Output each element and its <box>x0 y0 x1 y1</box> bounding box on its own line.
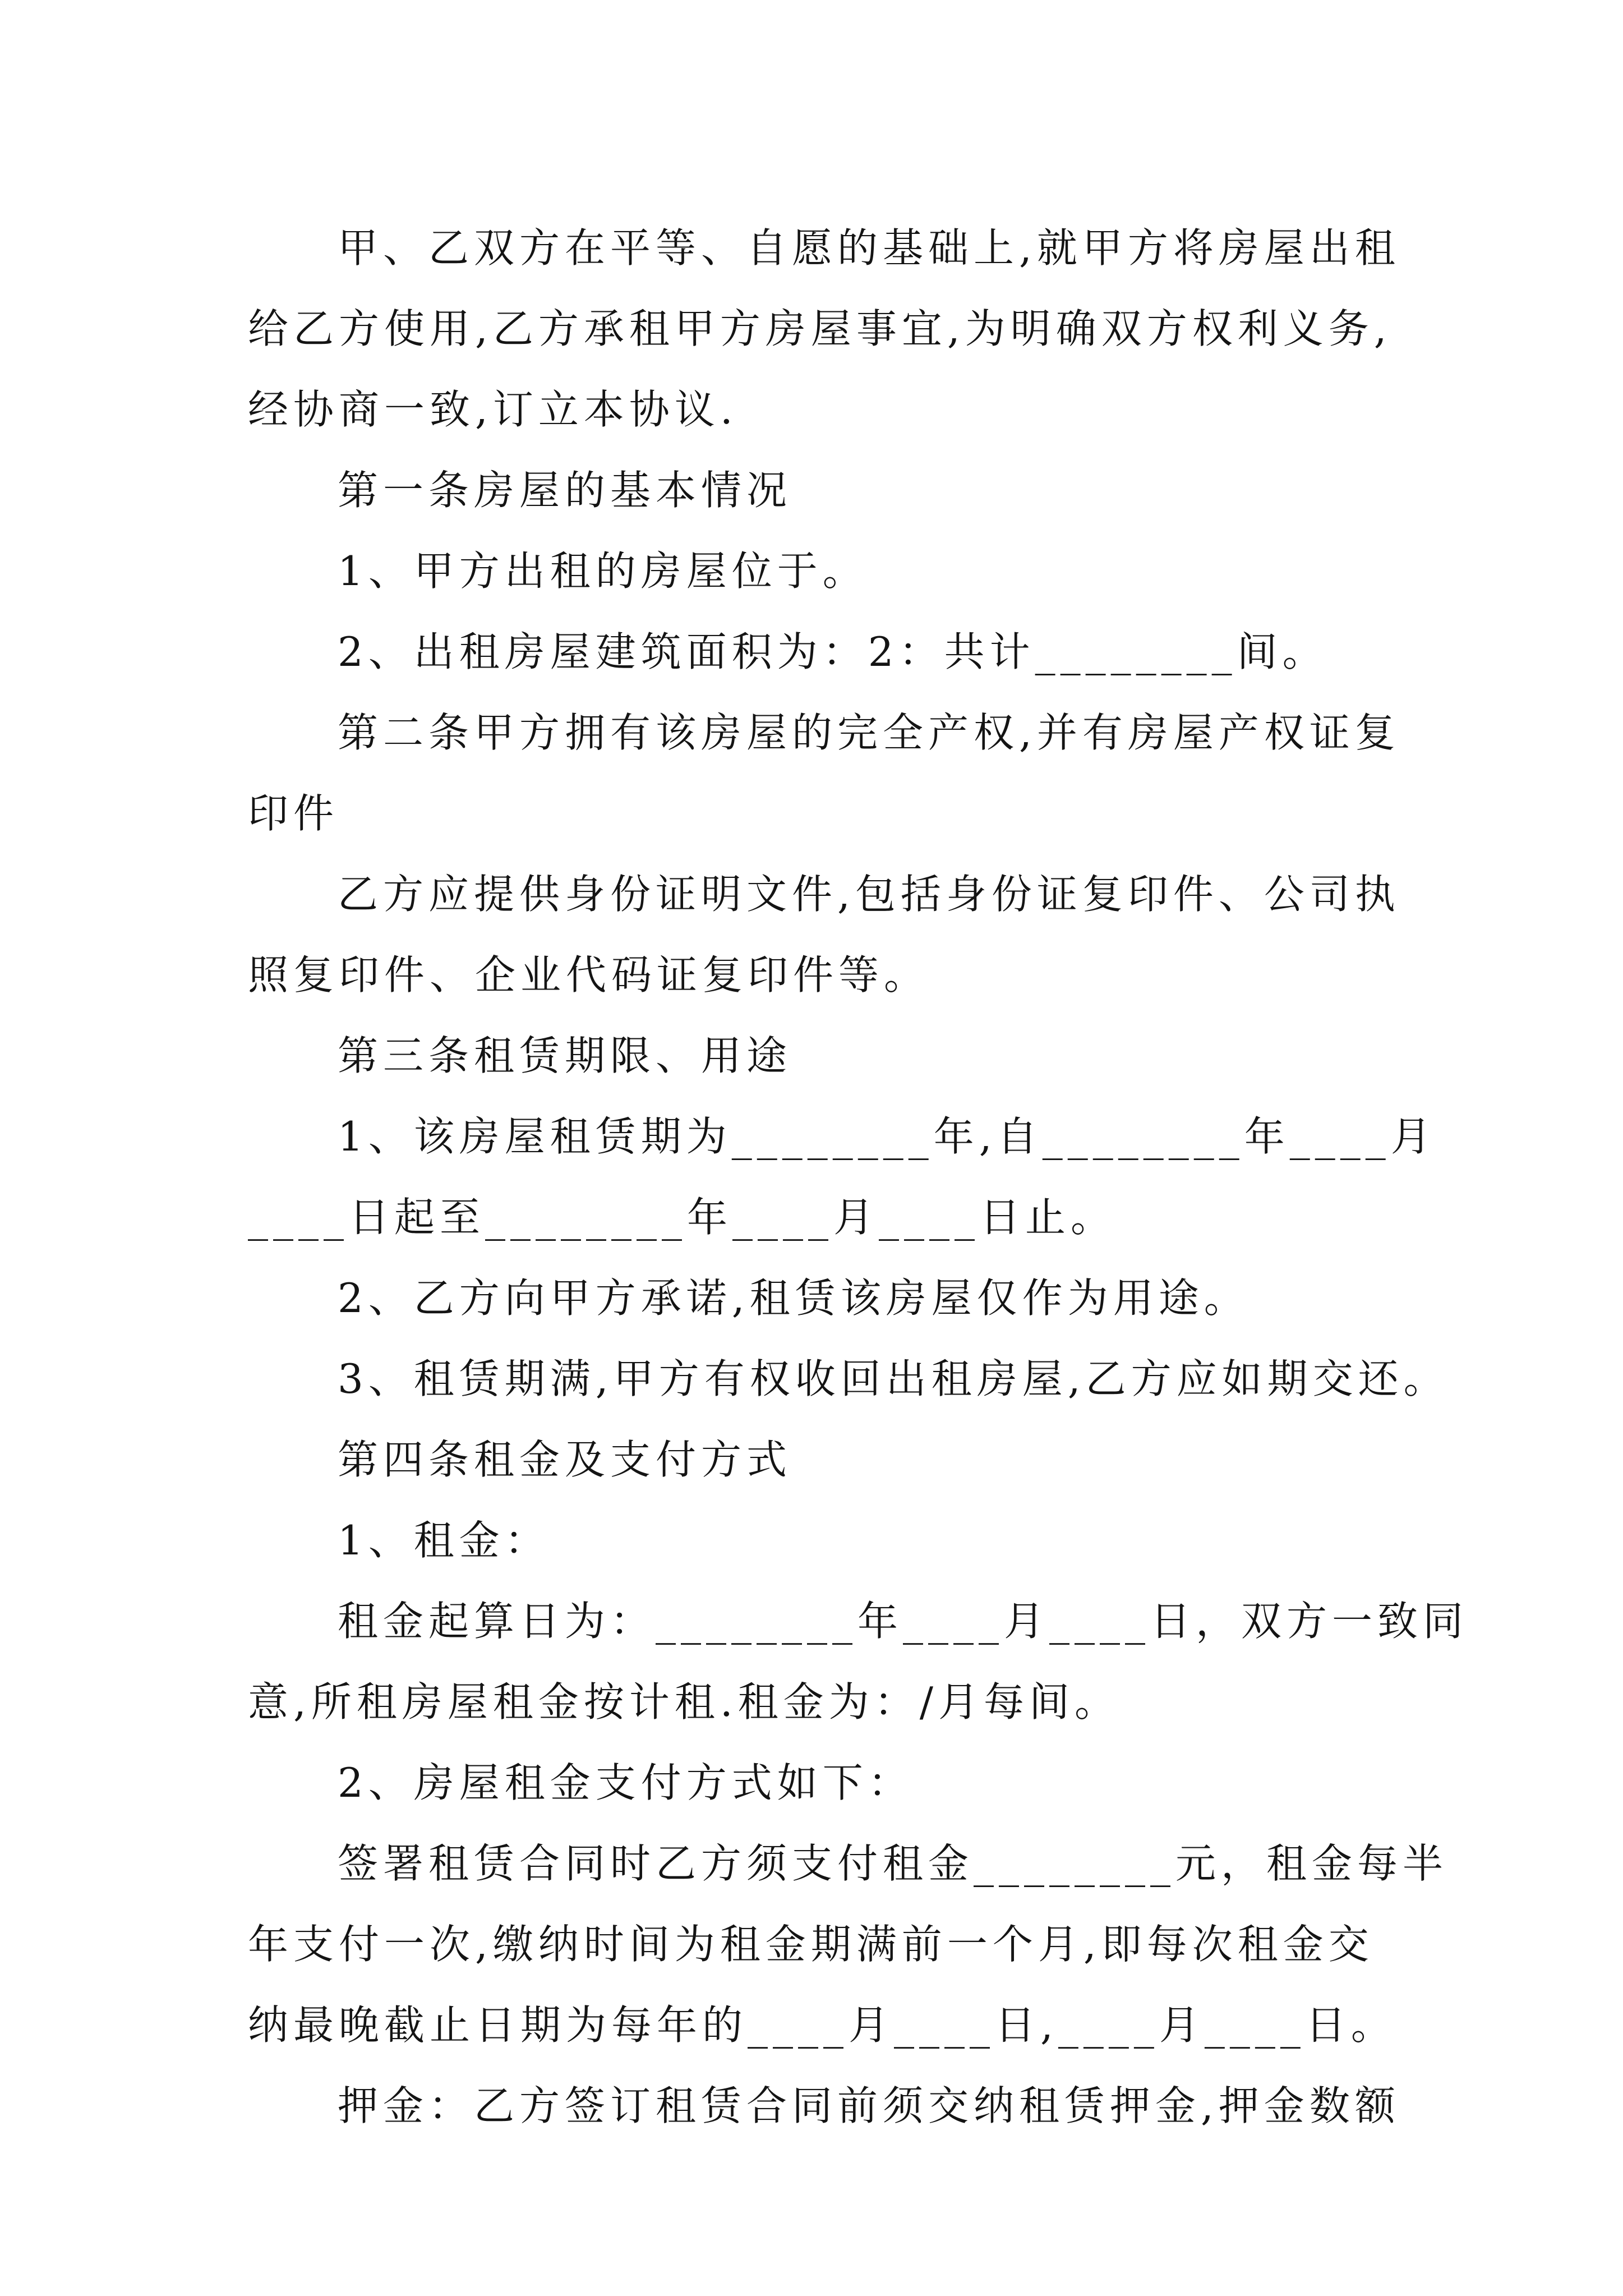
paragraph-line: 2、出租房屋建筑面积为：2：共计________间。 <box>338 628 1328 675</box>
document-body <box>248 208 1469 2146</box>
paragraph-line: 意,所租房屋租金按计租.租金为：/月每间。 <box>248 1678 1121 1726</box>
section-heading: 第二条甲方拥有该房屋的完全产权,并有房屋产权证复 <box>338 709 1400 756</box>
paragraph-line: 2、房屋租金支付方式如下： <box>338 1759 914 1806</box>
paragraph-line: 1、甲方出租的房屋位于。 <box>338 547 868 595</box>
paragraph-line: 纳最晚截止日期为每年的____月____日,____月____日。 <box>248 2001 1396 2049</box>
paragraph-line: 押金：乙方签订租赁合同前须交纳租赁押金,押金数额 <box>338 2082 1400 2129</box>
paragraph-line: 1、租金： <box>338 1517 550 1564</box>
section-heading: 第三条租赁期限、用途 <box>338 1032 792 1079</box>
section-heading: 第一条房屋的基本情况 <box>338 467 792 514</box>
paragraph-line: 经协商一致,订立本协议. <box>248 386 738 433</box>
paragraph-line: 照复印件、企业代码证复印件等。 <box>248 951 930 999</box>
paragraph-line: 3、租赁期满,甲方有权收回出租房屋,乙方应如期交还。 <box>338 1355 1449 1402</box>
paragraph-line: 给乙方使用,乙方承租甲方房屋事宜,为明确双方权利义务, <box>248 305 1392 352</box>
paragraph-line: 1、该房屋租赁期为________年,自________年____月 <box>338 1113 1436 1160</box>
paragraph-line: 签署租赁合同时乙方须支付租金________元，租金每半 <box>338 1840 1449 1887</box>
paragraph-line: 乙方应提供身份证明文件,包括身份证复印件、公司执 <box>338 871 1400 918</box>
paragraph-line: 甲、乙双方在平等、自愿的基础上,就甲方将房屋出租 <box>338 224 1400 272</box>
paragraph-line: 2、乙方向甲方承诺,租赁该房屋仅作为用途。 <box>338 1274 1249 1322</box>
section-heading: 第四条租金及支付方式 <box>338 1436 792 1483</box>
paragraph-line: 年支付一次,缴纳时间为租金期满前一个月,即每次租金交 <box>248 1921 1374 1968</box>
paragraph-line: 租金起算日为：________年____月____日，双方一致同 <box>338 1598 1469 1645</box>
paragraph-line: 印件 <box>248 790 339 837</box>
paragraph-line: ____日起至________年____月____日止。 <box>248 1194 1117 1241</box>
